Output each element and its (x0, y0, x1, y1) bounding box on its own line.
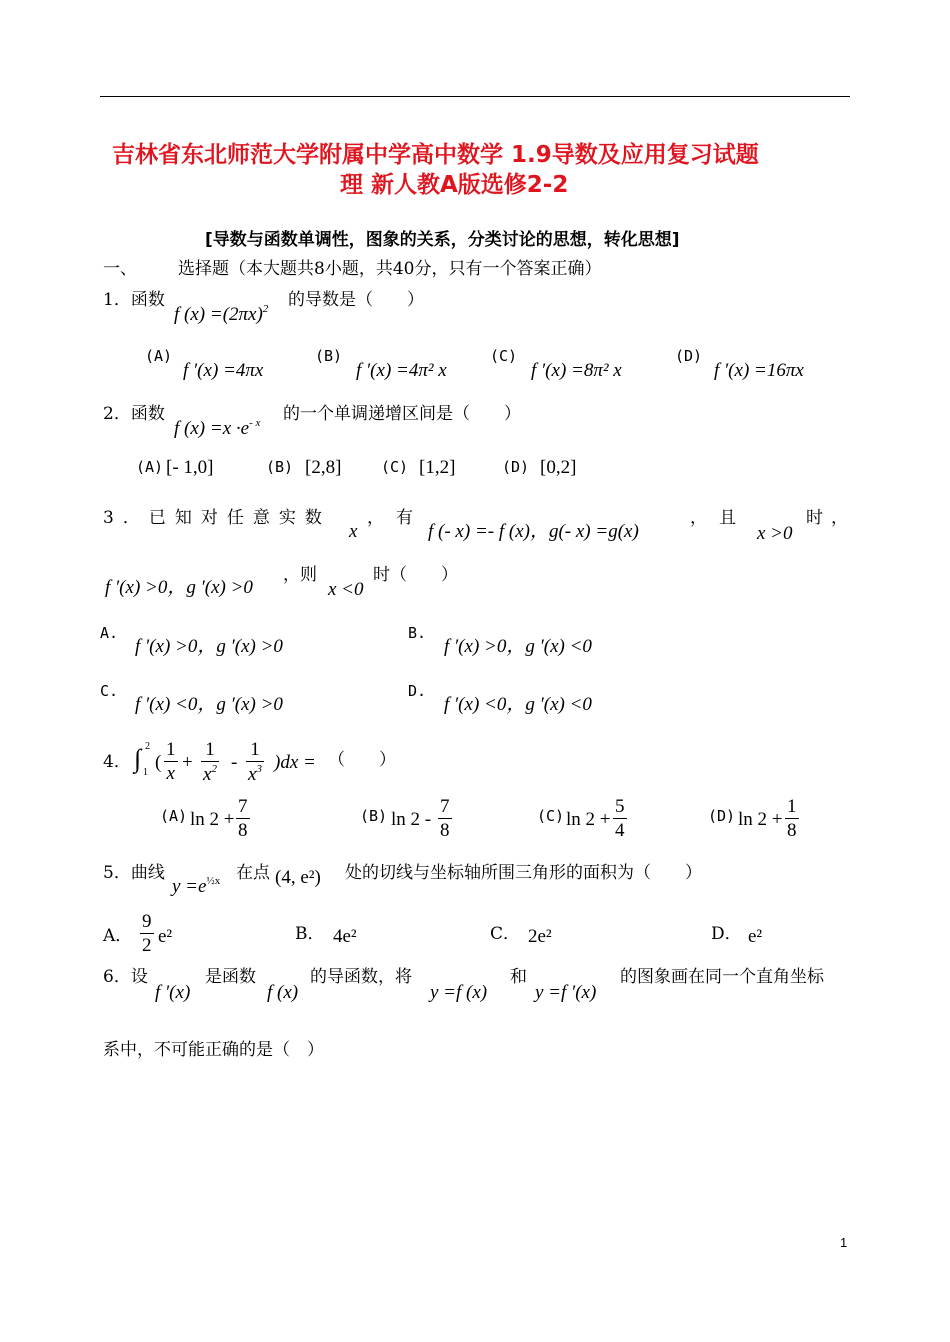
q2-option-b: [2,8] (305, 457, 342, 478)
q1-option-c-label: (C) (490, 347, 518, 365)
q4-option-c-label: (C) (537, 807, 565, 825)
q5-mid: 在点 (236, 863, 270, 883)
q3-option-b: f ′(x) >0，g ′(x) <0 (444, 636, 592, 657)
q4-option-b-label: (B) (360, 807, 388, 825)
q2-label: 2．函数 (103, 404, 165, 424)
minus-sign: - (231, 752, 238, 773)
q2-option-a-label: (A) (136, 458, 164, 476)
q1-function: f $(x) =(2\pi x)^2$ (174, 303, 269, 325)
q6-label: 6．设 (103, 967, 148, 987)
q1-label: 1．函数 (103, 290, 165, 310)
q1-option-b: f ′(x) =4π² x (356, 360, 447, 381)
document-title-line1: 吉林省东北师范大学附属中学高中数学 1.9导数及应用复习试题 (112, 142, 759, 168)
q1-option-b-label: (B) (315, 347, 343, 365)
q4-option-b-fraction: 7 8 (440, 796, 450, 841)
q3-condition: f (- x) =- f (x)，g(- x) =g(x) (428, 521, 639, 542)
q4-option-d-label: (D) (708, 807, 736, 825)
integrand-term-2: 1 $x^2$ (203, 739, 217, 785)
q6-curve-2: y =f ′(x) (535, 982, 597, 1003)
q1-option-a: f ′(x) =4πx (183, 360, 264, 381)
integral-sign: ∫ (134, 744, 142, 773)
q1-option-d: f ′(x) =16πx (714, 360, 804, 381)
q3-you: ，有 (367, 508, 425, 528)
q4-prompt: （ ） (328, 750, 396, 770)
q5-option-c-label: C． (490, 924, 521, 944)
document-title-line2: 理 新人教A版选修2-2 (340, 172, 569, 198)
q2-option-d: [0,2] (540, 457, 577, 478)
page-number: 1 (840, 1235, 848, 1250)
plus-sign: + (182, 752, 193, 773)
q3-option-a: f ′(x) >0，g ′(x) >0 (135, 636, 283, 657)
integrand-open-paren: ( (155, 752, 162, 773)
q2-function: f $(x) =x \cdot e^{- x}$ (174, 417, 261, 439)
q4-option-a-lead: ln 2 + (190, 809, 235, 830)
integrand-term-1: 1 x (166, 739, 176, 784)
q5-option-b: 4e² (333, 926, 357, 947)
section-heading: 选择题（本大题共8小题，共40分，只有一个答案正确） (178, 259, 602, 279)
q3-ze: ，则 (283, 565, 317, 585)
integral-lower-limit: 1 (143, 767, 148, 778)
q6-text-1: 是函数 (205, 967, 256, 987)
q4-option-a-label: (A) (160, 807, 188, 825)
q5-prompt: 处的切线与坐标轴所围三角形的面积为（ ） (345, 863, 702, 883)
q3-lead: 3．已知对任意实数 (103, 508, 331, 528)
q4-option-a-fraction: 7 8 (238, 796, 248, 841)
document-subtitle: [导数与函数单调性，图象的关系，分类讨论的思想，转化思想] (205, 230, 680, 250)
q4-label: 4． (103, 752, 131, 772)
q6-text-3: 的图象画在同一个直角坐标 (620, 967, 824, 987)
q5-point: (4, e²) (275, 867, 321, 888)
q3-variable-x: x (349, 521, 358, 542)
q5-option-d: e² (748, 926, 763, 947)
q6-text-2: 的导函数，将 (310, 967, 412, 987)
q2-option-d-label: (D) (502, 458, 530, 476)
q3-option-d: f ′(x) <0，g ′(x) <0 (444, 694, 592, 715)
q1-prompt: 的导数是（ ） (288, 290, 424, 310)
q3-shi: 时， (806, 508, 856, 528)
q3-prompt: 时（ ） (373, 565, 458, 585)
q6-derivative: f ′(x) (155, 982, 191, 1003)
q5-curve: $y =e^{\frac{1}{2}x}$ (172, 875, 221, 897)
q3-x-positive: x >0 (757, 523, 793, 544)
q6-curve-1: y =f (x) (430, 982, 488, 1003)
q6-function: f (x) (267, 982, 299, 1003)
integrand-term-3: 1 $x^3$ (248, 739, 262, 785)
q3-qie: ，且 (690, 508, 748, 528)
q2-prompt: 的一个单调递增区间是（ ） (283, 404, 521, 424)
q3-line2-condition: f ′(x) >0，g ′(x) >0 (105, 577, 253, 598)
q2-option-b-label: (B) (266, 458, 294, 476)
q1-option-c: f ′(x) =8π² x (531, 360, 622, 381)
q5-option-a-label: A． (103, 926, 133, 946)
q6-line2: 系中，不可能正确的是（ ） (103, 1040, 324, 1060)
q5-option-c: 2e² (528, 926, 552, 947)
q1-option-a-label: (A) (145, 347, 173, 365)
q3-option-a-label: A. (100, 624, 119, 642)
q3-option-d-label: D. (408, 682, 427, 700)
q4-option-b-lead: ln 2 - (391, 809, 432, 830)
q3-x-negative: x <0 (328, 579, 364, 600)
q2-option-a: [- 1,0] (166, 457, 214, 478)
q5-option-a: e² (158, 926, 173, 947)
q5-label: 5．曲线 (103, 863, 165, 883)
q4-option-d-fraction: 1 8 (787, 796, 797, 841)
q6-he: 和 (510, 967, 527, 987)
q2-option-c: [1,2] (419, 457, 456, 478)
q2-option-c-label: (C) (381, 458, 409, 476)
integral-upper-limit: 2 (145, 741, 150, 752)
q1-option-d-label: (D) (675, 347, 703, 365)
q3-option-b-label: B. (408, 624, 427, 642)
q4-option-c-lead: ln 2 + (566, 809, 611, 830)
q4-option-d-lead: ln 2 + (738, 809, 783, 830)
q5-option-a-coefficient: 9 2 (142, 911, 152, 956)
header-rule (100, 96, 850, 97)
q3-option-c: f ′(x) <0，g ′(x) >0 (135, 694, 283, 715)
integrand-close-dx: )dx = (274, 752, 316, 773)
section-number: 一、 (103, 259, 137, 279)
q5-option-b-label: B． (295, 924, 325, 944)
q4-option-c-fraction: 5 4 (615, 796, 625, 841)
q5-option-d-label: D． (711, 924, 742, 944)
q3-option-c-label: C. (100, 682, 119, 700)
